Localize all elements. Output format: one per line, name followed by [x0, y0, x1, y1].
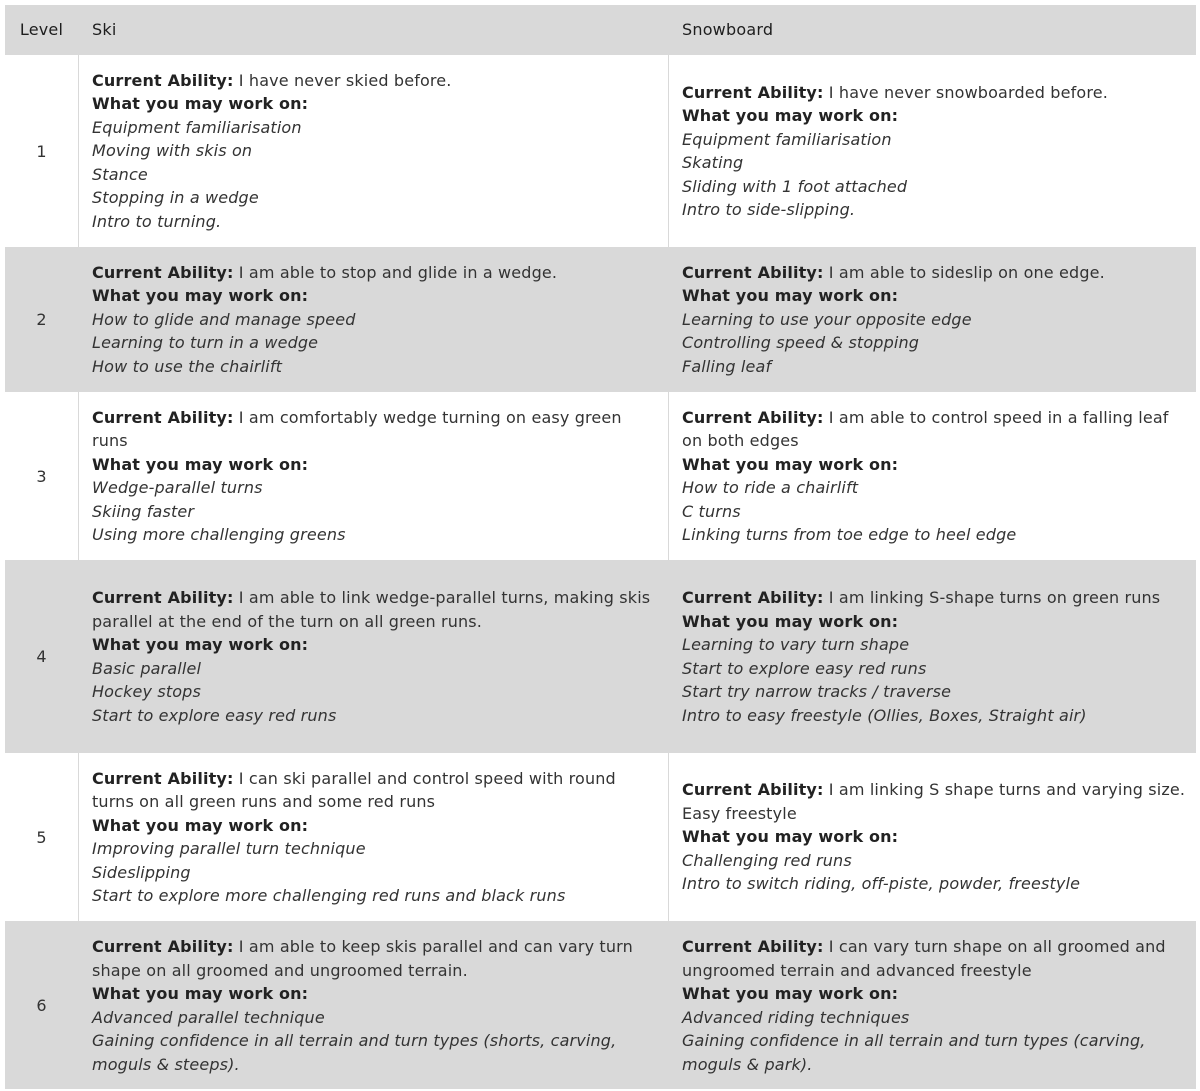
work-on-item: Learning to turn in a wedge	[92, 333, 319, 353]
work-on-label: What you may work on:	[682, 286, 899, 306]
current-ability-label: Current Ability:	[682, 780, 824, 800]
work-on-item: Falling leaf	[682, 356, 772, 376]
header-ski: Ski	[79, 5, 668, 54]
current-ability-text: I have never skied before.	[238, 70, 452, 90]
work-on-label: What you may work on:	[682, 984, 899, 1003]
current-ability-text: I am able to control speed in a falling leaf on both edges	[682, 407, 1169, 450]
work-on-item: Using more challenging greens	[92, 525, 346, 544]
work-on-item: Basic parallel	[92, 658, 202, 678]
snowboard-cell	[669, 248, 1196, 391]
work-on-label: What you may work on:	[92, 815, 309, 835]
work-on-label: What you may work on:	[92, 286, 309, 306]
work-on-item: Intro to easy freestyle (Ollies, Boxes, Straight air)	[682, 705, 1087, 725]
work-on-item: Moving with skis on	[92, 141, 253, 161]
work-on-item: Improving parallel turn technique	[92, 839, 366, 858]
work-on-label: What you may work on:	[682, 611, 899, 631]
work-on-item: Learning to vary turn shape	[682, 635, 910, 654]
work-on-item: Advanced riding techniques	[682, 1007, 910, 1027]
work-on-label: What you may work on:	[92, 94, 309, 114]
ski-cell	[79, 248, 668, 391]
work-on-label: What you may work on:	[92, 635, 309, 654]
current-ability-label: Current Ability:	[682, 588, 824, 607]
current-ability-line	[682, 586, 1186, 610]
current-ability-text: I am able to sideslip on one edge.	[828, 262, 1105, 282]
ski-cell	[79, 753, 668, 921]
work-on-item: Start to explore more challenging red runs and black runs	[92, 886, 566, 905]
work-on-item: Gaining confidence in all terrain and turn types (carving, moguls & park).	[682, 1031, 1146, 1074]
work-on-item: Sliding with 1 foot attached	[682, 176, 908, 196]
level-cell: 2	[5, 248, 78, 391]
header-level: Level	[5, 5, 78, 54]
work-on-item: Stopping in a wedge	[92, 188, 259, 208]
current-ability-line	[682, 261, 1186, 285]
header-snowboard: Snowboard	[669, 5, 1196, 54]
current-ability-label: Current Ability:	[92, 768, 234, 788]
work-on-item: Skiing faster	[92, 501, 195, 521]
current-ability-line	[682, 935, 1186, 982]
current-ability-text: I am linking S-shape turns on green runs	[828, 588, 1161, 607]
level-cell: 4	[5, 561, 78, 752]
lesson-levels-table	[5, 5, 1196, 1089]
current-ability-label: Current Ability:	[682, 262, 824, 282]
level-cell: 6	[5, 922, 78, 1089]
work-on-item: Equipment familiarisation	[92, 117, 302, 137]
work-on-item: Sideslipping	[92, 862, 191, 882]
snowboard-cell	[669, 922, 1196, 1089]
work-on-item: Start to explore easy red runs	[92, 705, 337, 725]
current-ability-line	[682, 406, 1186, 453]
work-on-label: What you may work on:	[92, 454, 309, 474]
current-ability-line	[92, 935, 658, 982]
work-on-item: Hockey stops	[92, 682, 201, 701]
ski-cell	[79, 55, 668, 247]
current-ability-line	[682, 81, 1186, 105]
work-on-item: Skating	[682, 153, 744, 172]
current-ability-label: Current Ability:	[92, 262, 234, 282]
snowboard-cell	[669, 392, 1196, 560]
current-ability-text: I have never snowboarded before.	[828, 82, 1108, 102]
work-on-item: Intro to turning.	[92, 211, 222, 231]
current-ability-text: I can ski parallel and control speed with round turns on all green runs and some red runs	[92, 768, 616, 811]
ski-cell	[79, 392, 668, 560]
work-on-item: Learning to use your opposite edge	[682, 309, 972, 329]
work-on-label: What you may work on:	[682, 827, 899, 847]
current-ability-label: Current Ability:	[92, 588, 234, 607]
work-on-label: What you may work on:	[682, 454, 899, 474]
current-ability-label: Current Ability:	[92, 70, 234, 90]
current-ability-line	[92, 69, 658, 93]
work-on-label: What you may work on:	[92, 984, 309, 1003]
current-ability-line	[682, 778, 1186, 825]
work-on-item: Linking turns from toe edge to heel edge	[682, 525, 1017, 544]
current-ability-line	[92, 586, 658, 633]
current-ability-text: I am able to link wedge-parallel turns, making skis parallel at the end of the turn on all green runs.	[92, 588, 651, 631]
work-on-item: How to glide and manage speed	[92, 309, 356, 329]
current-ability-text: I can vary turn shape on all groomed and ungroomed terrain and advanced freestyle	[682, 937, 1166, 980]
current-ability-line	[92, 406, 658, 453]
level-cell: 1	[5, 55, 78, 247]
current-ability-text: I am able to keep skis parallel and can vary turn shape on all groomed and ungroomed terrain.	[92, 937, 633, 980]
ski-cell	[79, 922, 668, 1089]
snowboard-cell	[669, 55, 1196, 247]
work-on-item: Wedge-parallel turns	[92, 478, 263, 497]
work-on-item: Intro to switch riding, off-piste, powder, freestyle	[682, 874, 1081, 894]
level-cell: 3	[5, 392, 78, 560]
current-ability-label: Current Ability:	[682, 407, 824, 427]
work-on-item: C turns	[682, 501, 741, 521]
work-on-item: Start try narrow tracks / traverse	[682, 682, 952, 701]
current-ability-text: I am able to stop and glide in a wedge.	[238, 262, 558, 282]
work-on-label: What you may work on:	[682, 106, 899, 125]
current-ability-label: Current Ability:	[682, 937, 824, 956]
current-ability-text: I am linking S shape turns and varying size. Easy freestyle	[682, 780, 1186, 823]
current-ability-label: Current Ability:	[92, 407, 234, 427]
snowboard-cell	[669, 561, 1196, 752]
current-ability-line	[92, 261, 658, 285]
work-on-item: Challenging red runs	[682, 850, 852, 870]
work-on-item: How to ride a chairlift	[682, 478, 859, 497]
current-ability-label: Current Ability:	[682, 82, 824, 102]
current-ability-label: Current Ability:	[92, 937, 234, 956]
work-on-item: Equipment familiarisation	[682, 129, 892, 149]
work-on-item: Intro to side-slipping.	[682, 200, 856, 219]
work-on-item: Advanced parallel technique	[92, 1007, 325, 1027]
snowboard-cell	[669, 753, 1196, 921]
work-on-item: Gaining confidence in all terrain and turn types (shorts, carving, moguls & steeps).	[92, 1031, 617, 1074]
ski-cell	[79, 561, 668, 752]
current-ability-text: I am comfortably wedge turning on easy green runs	[92, 407, 622, 450]
work-on-item: Stance	[92, 164, 148, 184]
work-on-item: Start to explore easy red runs	[682, 658, 927, 678]
level-cell: 5	[5, 753, 78, 921]
work-on-item: Controlling speed & stopping	[682, 333, 920, 353]
current-ability-line	[92, 767, 658, 814]
work-on-item: How to use the chairlift	[92, 356, 283, 376]
